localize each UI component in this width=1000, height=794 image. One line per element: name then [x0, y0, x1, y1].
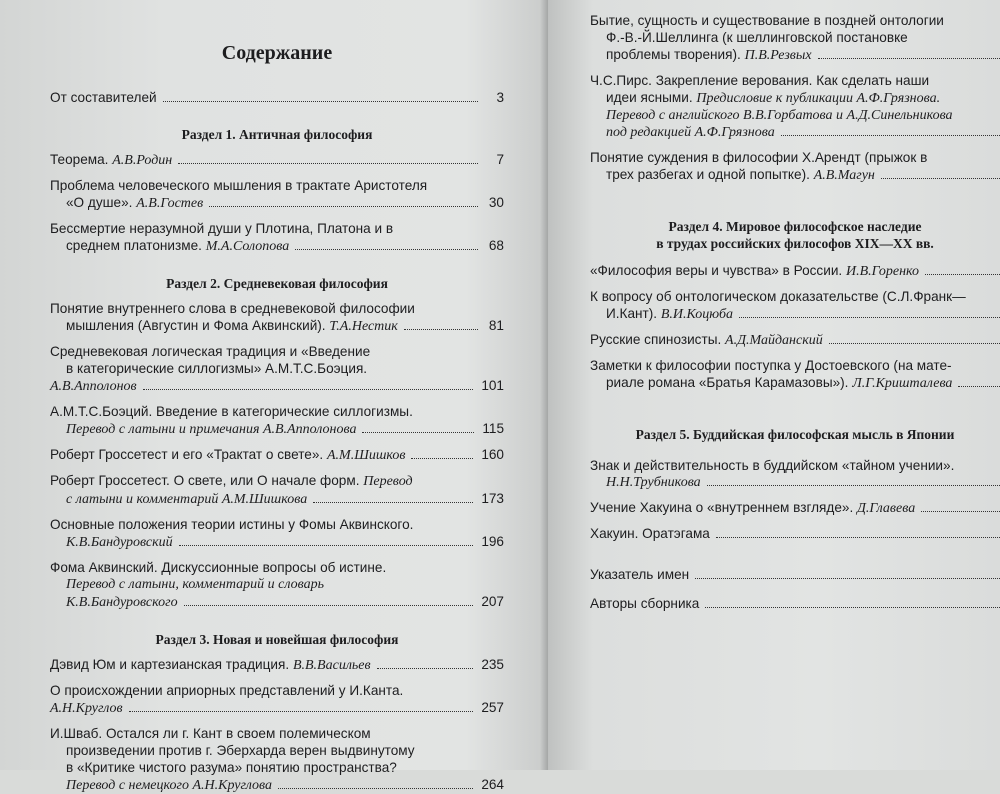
toc-entry: [590, 357, 1000, 392]
dot-leader: [716, 537, 1000, 538]
dot-leader: [921, 511, 1000, 512]
toc-entry: [590, 331, 1000, 349]
dot-leader: [695, 578, 1000, 579]
dot-leader: [278, 788, 473, 789]
entry-author: М.А.Солопова: [205, 239, 290, 254]
toc-entry-index: [590, 566, 1000, 583]
section-heading-line: в трудах российских философов XIX—XX вв.: [656, 236, 934, 251]
entry-author: В.В.Васильев: [292, 658, 371, 673]
toc-entry: [50, 343, 504, 395]
entry-title: Роберт Гроссетест. О свете, или О начале форм.: [50, 473, 360, 488]
entry-title: Дэвид Юм и картезианская традиция.: [50, 657, 290, 672]
page-title: Содержание: [221, 42, 333, 64]
toc-entry: [590, 525, 1000, 542]
toc-entry: [50, 656, 504, 674]
entry-title: К вопросу об онтологическом доказательстве (С.Л.Франк—: [590, 289, 966, 304]
section-heading-line: Раздел 4. Мировое философское наследие: [668, 219, 922, 234]
page-number: 115: [482, 421, 504, 436]
entry-title: И.Шваб. Остался ли г. Кант в своем полемическом: [50, 726, 371, 741]
entry-title: Фома Аквинский. Дискуссионные вопросы об истине.: [50, 560, 387, 575]
page-number: 257: [481, 700, 504, 715]
page-number: 101: [481, 378, 504, 393]
page-number: 160: [481, 447, 504, 462]
entry-author: Д.Главева: [857, 501, 916, 516]
page-number: 30: [488, 195, 504, 210]
entry-title: Средневековая логическая традиция и «Введение: [50, 344, 371, 359]
entry-title-cont: произведении против г. Эберхарда верен выдвинутому: [66, 743, 415, 758]
toc-entry: [50, 516, 504, 551]
section-heading-3: Раздел 3. Новая и новейшая философия: [155, 632, 399, 647]
entry-author: Н.Н.Трубникова: [606, 475, 701, 490]
dot-leader: [163, 101, 478, 102]
dot-leader: [178, 163, 478, 164]
entry-author: П.В.Резвых: [744, 48, 812, 63]
entry-title: Понятие внутреннего слова в средневековой философии: [50, 301, 415, 316]
entry-title-cont: Ф.-В.-Й.Шеллинга (к шеллинговской постановке: [606, 30, 908, 45]
entry-author: А.Н.Круглов: [50, 701, 123, 716]
toc-entry: [50, 725, 504, 794]
page-number: 7: [496, 152, 504, 167]
dot-leader: [781, 135, 1000, 136]
toc-entry: [590, 457, 1000, 491]
dot-leader: [705, 607, 1000, 608]
entry-title: Бессмертие неразумной души у Плотина, Платона и в: [50, 221, 394, 236]
entry-title-cont: в «Критике чистого разума» понятию пространства?: [66, 760, 397, 775]
page-number: 3: [496, 90, 504, 105]
entry-author: А.В.Апполонов: [50, 379, 137, 394]
toc-entry: [50, 472, 504, 508]
entry-title: Понятие суждения в философии Х.Арендт (прыжок в: [590, 150, 928, 165]
entry-title: Хакуин. Оратэгама: [590, 526, 710, 541]
page-number: 235: [481, 657, 504, 672]
toc-entry: [50, 220, 504, 255]
toc-entry: [50, 177, 504, 212]
entry-title-cont: среднем платонизме.: [66, 238, 202, 253]
toc-entry: [590, 288, 1000, 323]
entry-title: Теорема.: [50, 152, 109, 167]
toc-entry: [590, 72, 1000, 141]
entry-title-cont: мышления (Августин и Фома Аквинский).: [66, 318, 326, 333]
toc-entry: [50, 403, 504, 438]
toc-entry: [50, 682, 504, 717]
section-heading-1: Раздел 1. Античная философия: [181, 127, 373, 142]
entry-author-cont: с латыни и комментарий А.М.Шишкова: [66, 492, 308, 507]
dot-leader: [739, 317, 1000, 318]
entry-author: Перевод: [363, 474, 413, 489]
dot-leader: [829, 343, 1000, 344]
entry-author: Л.Г.Кришталева: [852, 376, 953, 391]
section-heading-4: [590, 218, 1000, 252]
entry-title: Проблема человеческого мышления в трактате Аристотеля: [50, 178, 428, 193]
dot-leader: [362, 432, 474, 433]
dot-leader: [184, 605, 474, 606]
entry-title: Авторы сборника: [590, 596, 700, 611]
entry-author: И.В.Горенко: [845, 264, 920, 279]
entry-title-cont: в категорические силлогизмы» А.М.Т.С.Боэция.: [66, 361, 368, 376]
entry-author: К.В.Бандуровский: [66, 535, 173, 550]
page-number: 264: [481, 777, 504, 792]
entry-title: Ч.С.Пирс. Закрепление верования. Как сделать наши: [590, 73, 930, 88]
entry-title-cont: И.Кант).: [606, 306, 658, 321]
entry-title: Бытие, сущность и существование в поздней онтологии: [590, 13, 944, 28]
toc-entry: [590, 149, 1000, 184]
toc-entry: [50, 300, 504, 335]
entry-title: А.М.Т.С.Боэций. Введение в категорические силлогизмы.: [50, 404, 413, 419]
page-number: 173: [481, 491, 504, 506]
dot-leader: [707, 485, 1000, 486]
entry-author: А.В.Родин: [112, 153, 173, 168]
entry-author: А.В.Гостев: [136, 196, 204, 211]
entry-title-cont: трех разбегах и одной попытке).: [606, 167, 810, 182]
dot-leader: [143, 389, 474, 390]
dot-leader: [925, 274, 1000, 275]
right-page: [548, 0, 1000, 770]
entry-author: А.М.Шишков: [327, 448, 406, 463]
dot-leader: [179, 545, 474, 546]
entry-title: От составителей: [50, 90, 157, 105]
toc-entry-authors: [590, 595, 1000, 612]
entry-author-cont: К.В.Бандуровского: [66, 595, 178, 610]
entry-title: Основные положения теории истины у Фомы Аквинского.: [50, 517, 414, 532]
entry-title-cont: идеи ясными.: [606, 90, 693, 105]
dot-leader: [404, 329, 478, 330]
dot-leader: [129, 711, 474, 712]
dot-leader: [295, 249, 478, 250]
dot-leader: [377, 668, 474, 669]
entry-title: Учение Хакуина о «внутреннем взгляде».: [590, 500, 854, 515]
toc-entry: [50, 446, 504, 464]
dot-leader: [958, 386, 1000, 387]
toc-entry: [50, 559, 504, 611]
entry-title-cont: риале романа «Братья Карамазовы»).: [606, 375, 849, 390]
dot-leader: [411, 458, 473, 459]
entry-title: Знак и действительность в буддийском «тайном учении».: [590, 458, 955, 473]
entry-author-cont: Перевод с английского В.В.Горбатова и А.Д.Синельникова: [606, 108, 953, 123]
toc-entry: [590, 499, 1000, 517]
entry-author: Т.А.Нестик: [329, 319, 398, 334]
page-number: 196: [481, 534, 504, 549]
dot-leader: [881, 178, 1000, 179]
entry-author: Предисловие к публикации А.Ф.Грязнова.: [696, 91, 941, 106]
entry-title: Заметки к философии поступка у Достоевского (на мате-: [590, 358, 952, 373]
section-heading-2: Раздел 2. Средневековая философия: [166, 276, 388, 291]
toc-entry: [590, 12, 1000, 64]
dot-leader: [818, 58, 1000, 59]
entry-title: О происхождении априорных представлений у И.Канта.: [50, 683, 404, 698]
entry-title: Указатель имен: [590, 567, 690, 582]
page-number: 207: [481, 594, 504, 609]
entry-author: Перевод с латыни и примечания А.В.Апполонова: [66, 422, 357, 437]
entry-author: Перевод с немецкого А.Н.Круглова: [66, 778, 273, 793]
entry-title: Русские спинозисты.: [590, 332, 722, 347]
toc-entry: [590, 262, 1000, 280]
section-heading-5: Раздел 5. Буддийская философская мысль в Японии: [635, 427, 955, 442]
page-number: 81: [488, 318, 504, 333]
toc-entry-intro: [50, 89, 504, 106]
entry-author: Перевод с латыни, комментарий и словарь: [66, 577, 324, 592]
entry-author: А.Д.Майданский: [725, 333, 823, 348]
entry-author: В.И.Коцюба: [660, 307, 734, 322]
entry-title-cont: проблемы творения).: [606, 47, 741, 62]
entry-title: Роберт Гроссетест и его «Трактат о свете».: [50, 447, 324, 462]
entry-title: «Философия веры и чувства» в России.: [590, 263, 843, 278]
entry-author: А.В.Магун: [813, 168, 875, 183]
entry-author-cont: под редакцией А.Ф.Грязнова: [606, 125, 775, 140]
toc-entry: [50, 151, 504, 169]
dot-leader: [209, 206, 478, 207]
page-number: 68: [488, 238, 504, 253]
entry-title-cont: «О душе».: [66, 195, 133, 210]
dot-leader: [313, 502, 473, 503]
